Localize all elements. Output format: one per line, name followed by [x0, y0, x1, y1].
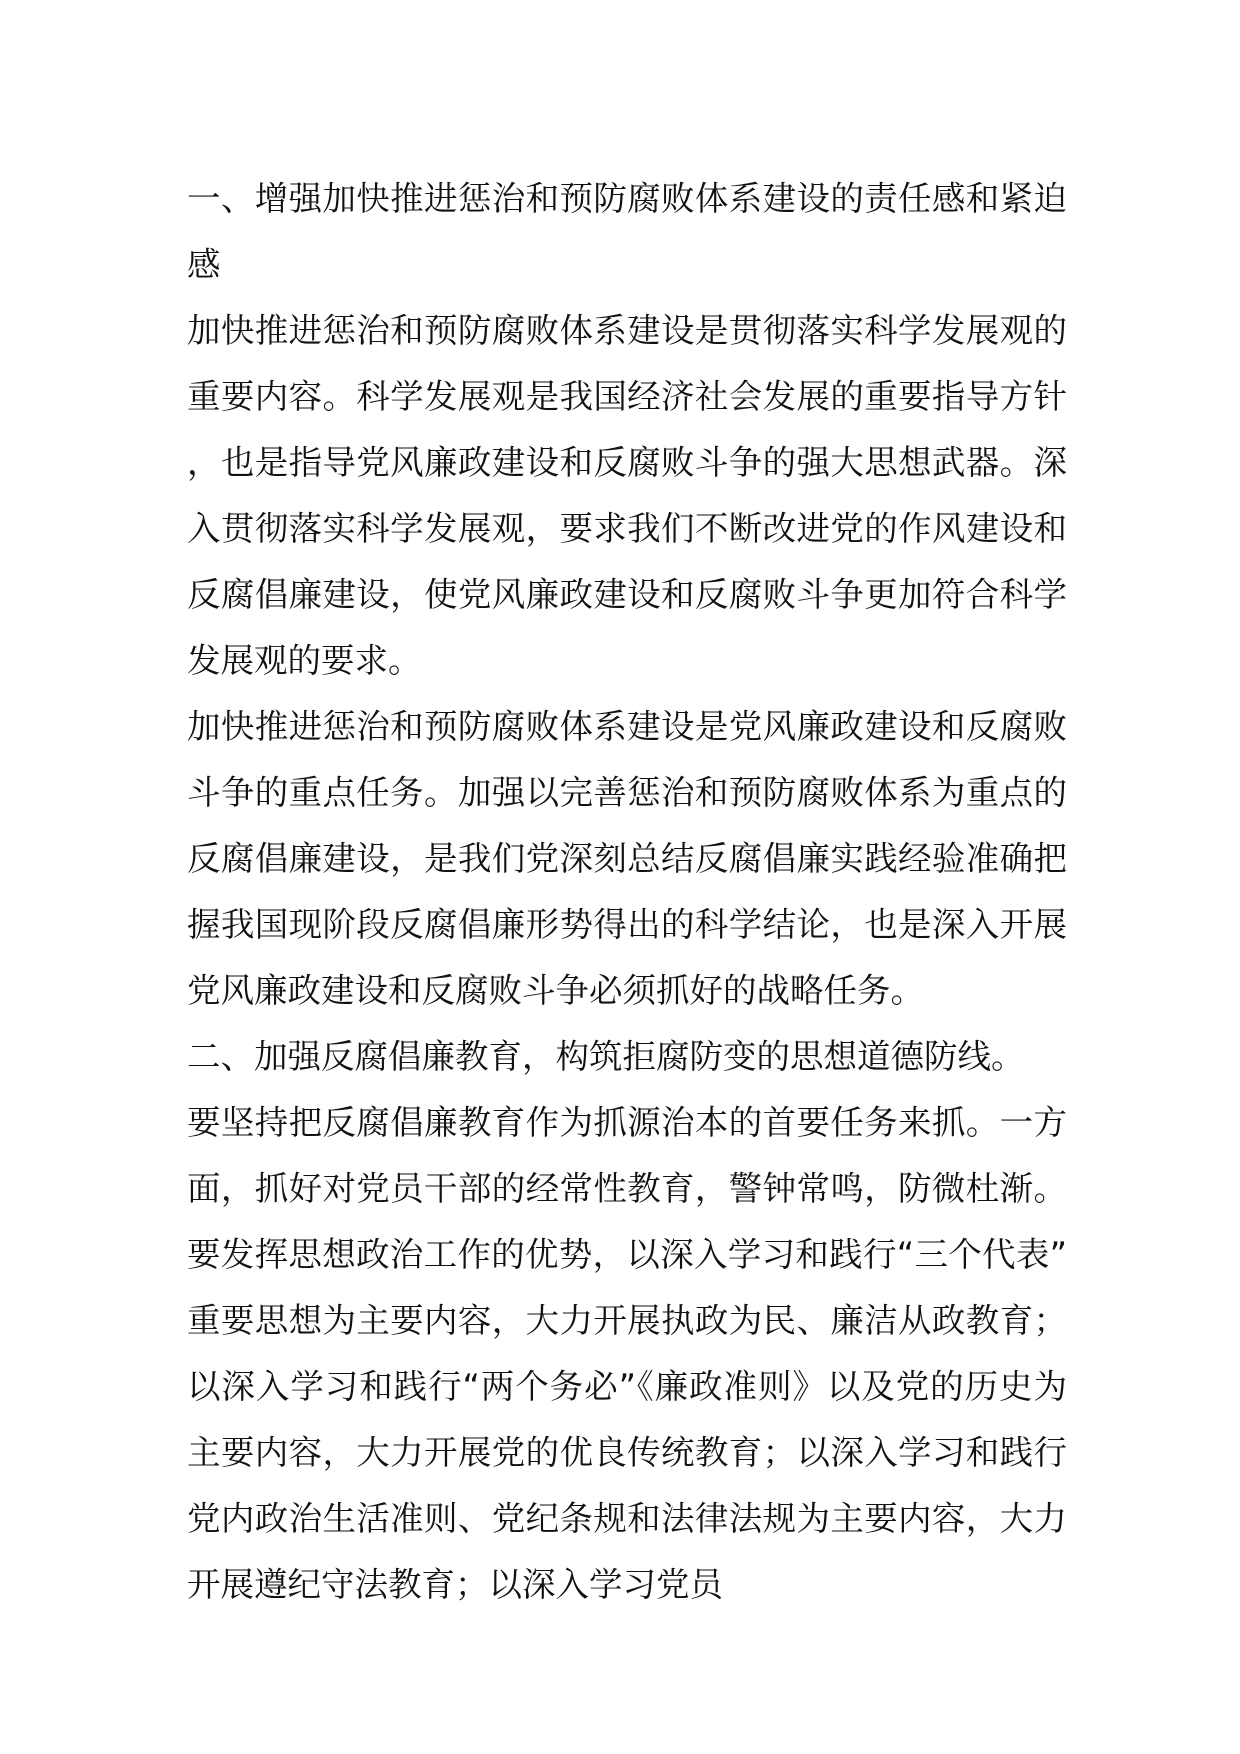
body-paragraph-2: 加快推进惩治和预防腐败体系建设是党风廉政建设和反腐败斗争的重点任务。加强以完善惩治和预防腐败体系为重点的反腐倡廉建设，是我们党深刻总结反腐倡廉实践经验准确把握我国现阶段反腐倡廉形势得出的科学结论，也是深入开展党风廉政建设和反腐败斗争必须抓好的战略任务。 [187, 707, 1067, 1010]
section-heading-2: 二、加强反腐倡廉教育，构筑拒腐防变的思想道德防线。 [187, 1037, 1025, 1076]
document-body [187, 166, 1067, 1618]
body-paragraph-1: 加快推进惩治和预防腐败体系建设是贯彻落实科学发展观的重要内容。科学发展观是我国经济社会发展的重要指导方针，也是指导党风廉政建设和反腐败斗争的强大思想武器。深入贯彻落实科学发展观，要求我们不断改进党的作风建设和反腐倡廉建设，使党风廉政建设和反腐败斗争更加符合科学发展观的要求。 [187, 311, 1067, 680]
body-paragraph-3: 要坚持把反腐倡廉教育作为抓源治本的首要任务来抓。一方面，抓好对党员干部的经常性教育，警钟常鸣，防微杜渐。要发挥思想政治工作的优势，以深入学习和践行“三个代表”重要思想为主要内容，大力开展执政为民、廉洁从政教育；以深入学习和践行“两个务必”《廉政准则》以及党的历史为主要内容，大力开展党的优良传统教育；以深入学习和践行党内政治生活准则、党纪条规和法律法规为主要内容，大力开展遵纪守法教育；以深入学习党员 [187, 1103, 1067, 1604]
section-heading-1: 一、增强加快推进惩治和预防腐败体系建设的责任感和紧迫感 [187, 179, 1067, 284]
